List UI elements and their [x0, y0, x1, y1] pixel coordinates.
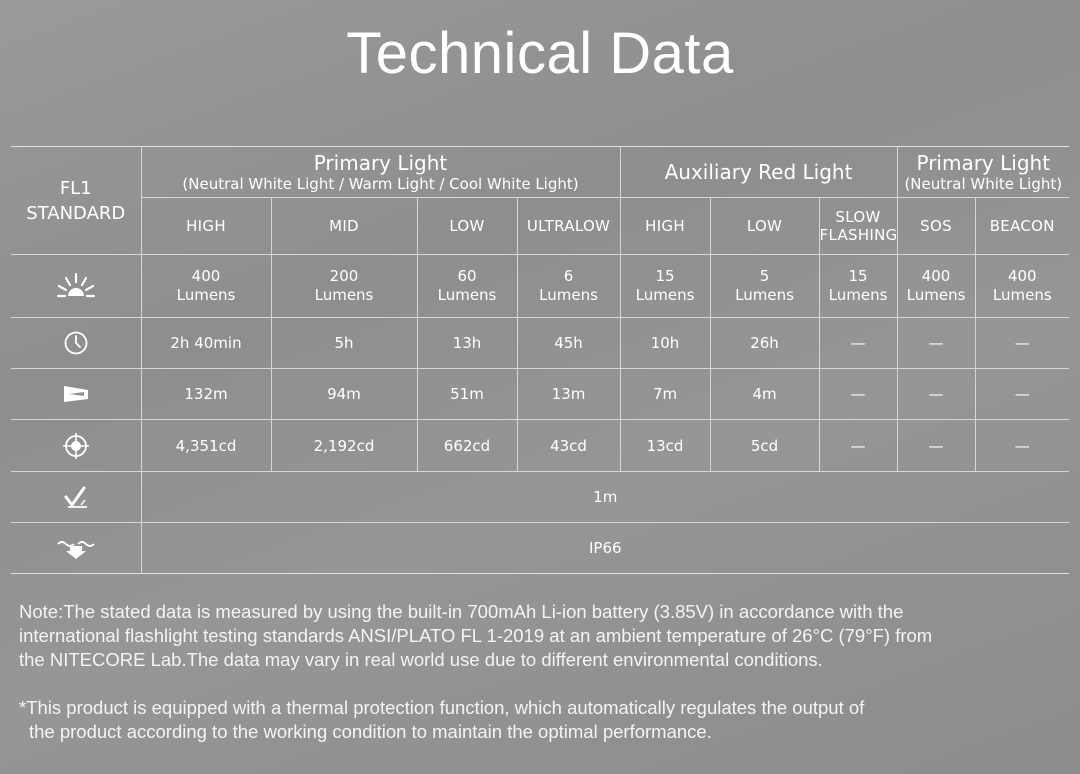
output-value: 60	[457, 267, 477, 285]
note-line: the NITECORE Lab.The data may vary in real world use due to different environmental conditions.	[19, 649, 823, 670]
mode-header: BEACON	[975, 198, 1069, 255]
page-title: Technical Data	[346, 21, 734, 86]
group-title: Primary Light	[916, 151, 1051, 175]
group-title: Primary Light	[313, 151, 448, 175]
measurement-note	[19, 600, 1069, 672]
runtime-cell: 10h	[620, 318, 710, 369]
runtime-cell: 2h 40min	[141, 318, 271, 369]
intensity-cell: 662cd	[417, 420, 517, 472]
output-unit: Lumens	[906, 286, 966, 304]
technical-data-table	[11, 146, 1069, 574]
intensity-cell: 5cd	[710, 420, 819, 472]
impact-row	[11, 472, 1069, 523]
output-value: 5	[759, 267, 770, 285]
output-value: 400	[1007, 267, 1037, 285]
model-cell	[11, 147, 141, 255]
output-value: 400	[191, 267, 221, 285]
group-subtitle: (Neutral White Light / Warm Light / Cool White Light)	[182, 175, 579, 193]
intensity-cell: 13cd	[620, 420, 710, 472]
runtime-cell: —	[975, 318, 1069, 369]
output-value: 15	[848, 267, 868, 285]
impact-resistance-icon	[11, 472, 141, 523]
output-cell	[897, 255, 975, 318]
waterproof-cell: IP66	[141, 523, 1069, 574]
peak-intensity-icon	[11, 420, 141, 472]
note-line: international flashlight testing standards ANSI/PLATO FL 1-2019 at an ambient temperature of 26°C (79°F) from	[19, 625, 933, 646]
mode-header-line: FLASHING	[819, 226, 898, 244]
output-value: 15	[655, 267, 675, 285]
intensity-cell: 4,351cd	[141, 420, 271, 472]
intensity-row	[11, 420, 1069, 472]
note-line: Note:The stated data is measured by using the built-in 700mAh Li-ion battery (3.85V) in accordance with the	[19, 601, 904, 622]
output-value: 200	[329, 267, 359, 285]
mode-header: MID	[271, 198, 417, 255]
output-unit: Lumens	[635, 286, 695, 304]
distance-cell: —	[897, 369, 975, 420]
group-subtitle: (Neutral White Light)	[904, 175, 1063, 193]
waterproof-row	[11, 523, 1069, 574]
mode-header: SOS	[897, 198, 975, 255]
intensity-cell: —	[975, 420, 1069, 472]
output-cell	[141, 255, 271, 318]
output-unit: Lumens	[176, 286, 236, 304]
group-title: Auxiliary Red Light	[664, 160, 853, 184]
distance-cell: 4m	[710, 369, 819, 420]
output-lumens-icon	[11, 255, 141, 318]
distance-cell: —	[819, 369, 897, 420]
distance-cell: 51m	[417, 369, 517, 420]
output-cell	[620, 255, 710, 318]
runtime-cell: 45h	[517, 318, 620, 369]
intensity-cell: —	[819, 420, 897, 472]
runtime-cell: —	[819, 318, 897, 369]
intensity-cell: 43cd	[517, 420, 620, 472]
output-unit: Lumens	[437, 286, 497, 304]
group-auxiliary-red-light	[620, 147, 897, 198]
distance-cell: 132m	[141, 369, 271, 420]
output-unit: Lumens	[828, 286, 888, 304]
runtime-cell: 5h	[271, 318, 417, 369]
beam-distance-icon	[11, 369, 141, 420]
mode-header: HIGH	[141, 198, 271, 255]
group-primary-light	[141, 147, 620, 198]
mode-header-line: SLOW	[835, 208, 881, 226]
runtime-cell: —	[897, 318, 975, 369]
runtime-row	[11, 318, 1069, 369]
note-line: *This product is equipped with a thermal protection function, which automatically regulates the output of	[19, 697, 865, 718]
output-cell	[517, 255, 620, 318]
output-cell	[710, 255, 819, 318]
output-cell	[819, 255, 897, 318]
thermal-protection-note	[19, 696, 1069, 744]
output-unit: Lumens	[314, 286, 374, 304]
model-variant: STANDARD	[26, 202, 126, 224]
intensity-cell: 2,192cd	[271, 420, 417, 472]
output-row	[11, 255, 1069, 318]
group-primary-light-neutral	[897, 147, 1069, 198]
output-value: 6	[563, 267, 574, 285]
runtime-clock-icon	[11, 318, 141, 369]
distance-row	[11, 369, 1069, 420]
mode-header-slow-flashing	[819, 198, 897, 255]
output-cell	[271, 255, 417, 318]
runtime-cell: 13h	[417, 318, 517, 369]
output-cell	[417, 255, 517, 318]
output-unit: Lumens	[992, 286, 1052, 304]
output-unit: Lumens	[539, 286, 598, 304]
waterproof-icon	[11, 523, 141, 574]
runtime-cell: 26h	[710, 318, 819, 369]
mode-header: ULTRALOW	[517, 198, 620, 255]
output-value: 400	[921, 267, 951, 285]
distance-cell: —	[975, 369, 1069, 420]
mode-header: LOW	[710, 198, 819, 255]
mode-header: LOW	[417, 198, 517, 255]
output-cell	[975, 255, 1069, 318]
distance-cell: 7m	[620, 369, 710, 420]
mode-header: HIGH	[620, 198, 710, 255]
distance-cell: 13m	[517, 369, 620, 420]
output-unit: Lumens	[735, 286, 794, 304]
distance-cell: 94m	[271, 369, 417, 420]
model-name: FL1	[59, 177, 92, 199]
intensity-cell: —	[897, 420, 975, 472]
note-line: the product according to the working condition to maintain the optimal performance.	[29, 721, 712, 742]
impact-cell: 1m	[141, 472, 1069, 523]
